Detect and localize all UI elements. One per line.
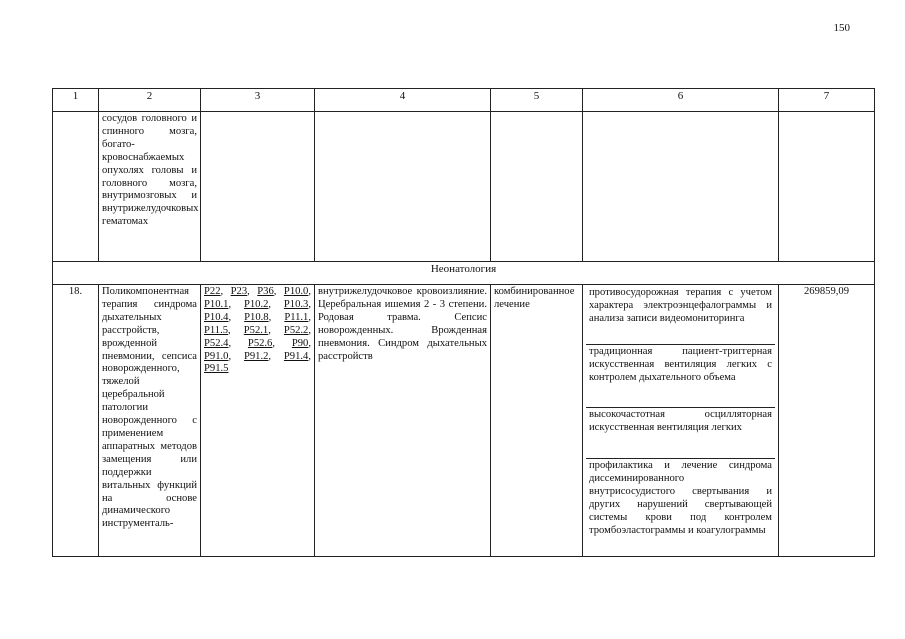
icd-code: P10.4 xyxy=(204,311,229,323)
method-item: профилактика и лечение синдрома диссеминированного внутрисосудистого свертывания и других нарушений свертывающей системы крови под контролем тромбоэластограммы и коагулограммы xyxy=(586,458,775,555)
icd-code: P91.2 xyxy=(243,350,269,362)
section-row xyxy=(53,262,875,285)
row-number: 18. xyxy=(53,285,99,557)
medical-care-table xyxy=(52,88,875,557)
icd-code: P91.5 xyxy=(204,363,229,375)
icd-code: P90 xyxy=(291,337,309,349)
icd-codes-cell: P22, P23, P36, P10.0, P10.1, P10.2, P10.3, P10.4, P10.8, P11.1, P11.5, P52.1, P52.2, P52.4, P52.6, P90, P91.0, P91.2, P91.4, P91.5 xyxy=(201,285,315,557)
icd-code: P52.4 xyxy=(204,337,229,349)
icd-code: P10.2 xyxy=(243,298,269,310)
icd-code: P10.1 xyxy=(204,298,229,310)
method-item: высокочастотная осцилляторная искусственная вентиляция легких xyxy=(586,407,775,458)
icd-code: P10.0 xyxy=(283,286,309,297)
empty-cell xyxy=(201,112,315,262)
icd-code: P11.1 xyxy=(284,311,309,323)
diagnosis-cell: внутрижелудочковое кровоизлияние. Церебральная ишемия 2 - 3 степени. Родовая травма. Сепсис новорожденных. Врожденная пневмония. Синдром дыхательных расстройств xyxy=(315,285,491,557)
icd-code: P52.6 xyxy=(247,337,273,349)
treatment-type-cell: комбинированное лечение xyxy=(491,285,583,557)
methods-cell xyxy=(583,285,779,557)
column-header: 2 xyxy=(99,89,201,112)
continuation-row xyxy=(53,112,875,262)
method-item: противосудорожная терапия с учетом характера электроэнцефалограммы и анализа записи видеомониторинга xyxy=(589,287,772,324)
column-header: 4 xyxy=(315,89,491,112)
empty-cell xyxy=(491,112,583,262)
column-header: 5 xyxy=(491,89,583,112)
continuation-name-cell: сосудов головного и спинного мозга, богато-кровоснабжаемых опухолях головы и головного мозга, внутримозговых и внутрижелудочковых гематомах xyxy=(99,112,201,262)
empty-cell xyxy=(315,112,491,262)
icd-code: P52.1 xyxy=(243,324,269,336)
column-header: 7 xyxy=(779,89,875,112)
cost-cell: 269859,09 xyxy=(779,285,875,557)
column-header: 6 xyxy=(583,89,779,112)
page-number: 150 xyxy=(833,22,850,34)
icd-code: P36 xyxy=(257,286,274,297)
empty-cell xyxy=(779,112,875,262)
icd-code: P10.8 xyxy=(244,311,269,323)
method-item: традиционная пациент-триггерная искусственная вентиляция легких с контролем дыхательного объема xyxy=(586,344,775,407)
empty-cell xyxy=(583,112,779,262)
icd-code: P91.0 xyxy=(204,350,229,362)
section-title: Неонатология xyxy=(53,262,875,285)
icd-code: P22 xyxy=(204,286,221,297)
column-header: 1 xyxy=(53,89,99,112)
icd-code: P23 xyxy=(230,286,248,297)
column-header-row xyxy=(53,89,875,112)
care-type-name: Поликомпонентная терапия синдрома дыхательных расстройств, врожденной пневмонии, сепсиса новорожденного, тяжелой церебральной патологии новорожденного с применением аппаратных методов замещения или поддержки витальных функций на основе динамического инструменталь- xyxy=(99,285,201,557)
empty-cell xyxy=(53,112,99,262)
icd-code: P11.5 xyxy=(204,324,229,336)
icd-code: P91.4 xyxy=(283,350,309,362)
icd-code: P10.3 xyxy=(283,298,309,310)
column-header: 3 xyxy=(201,89,315,112)
table-row-18 xyxy=(53,285,875,557)
icd-code: P52.2 xyxy=(283,324,309,336)
